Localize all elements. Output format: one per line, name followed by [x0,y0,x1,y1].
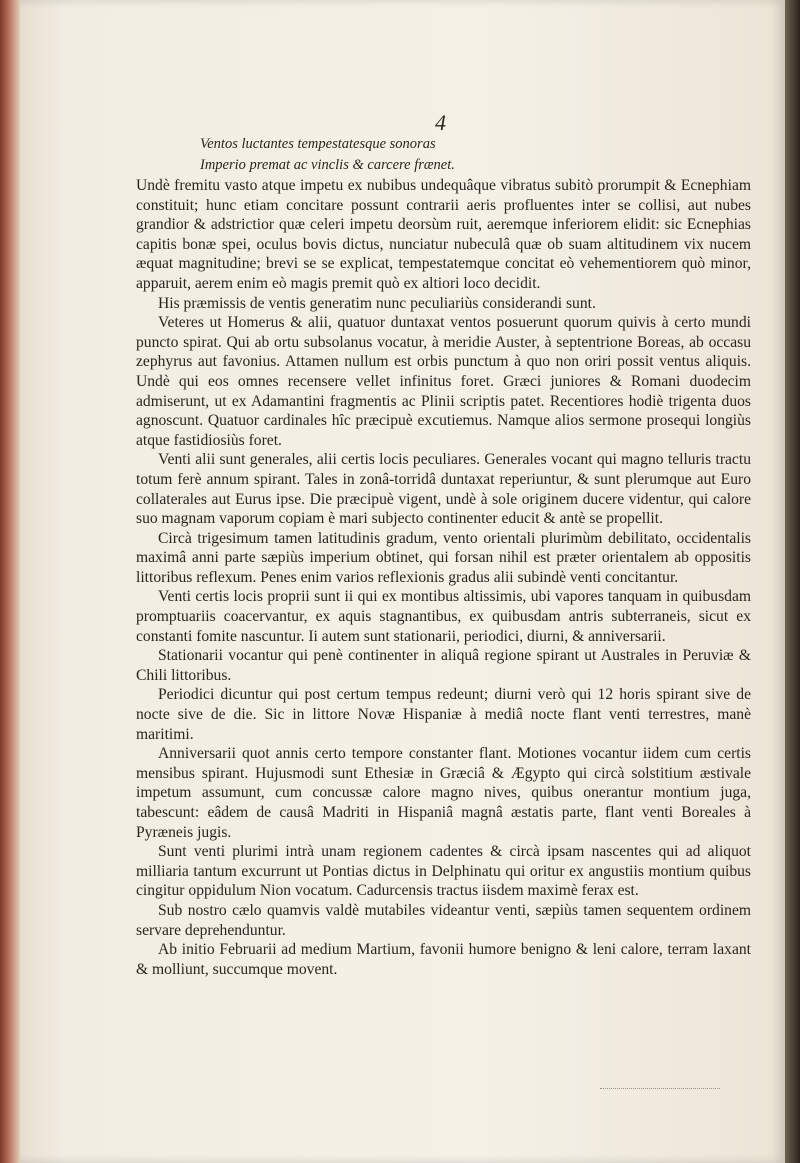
book-left-edge [0,0,20,1163]
paragraph: Venti certis locis proprii sunt ii qui ex montibus altissimis, ubi vapores tanquam in quibusdam promptuariis coacervantur, ex aquis stagnantibus, ex quibusdam antris subterraneis, sicut ex constanti fomite nascuntur. Ii autem sunt stationarii, periodici, diurni, & anniversarii. [136,588,751,645]
paragraph: Stationarii vocantur qui penè continenter in aliquâ regione spirant ut Australes in Peruviæ & Chili littoribus. [136,647,751,684]
paragraph: Sunt venti plurimi intrà unam regionem cadentes & circà ipsam nascentes qui ad aliquot milliaria tantum excurrunt ut Pontias dictus in Delphinatu qui oritur ex angustiis montium quibus cingitur oppidulum Nion vocatum. Cadurcensis tractus iisdem maximè ferax est. [136,843,751,900]
epigraph-line-2: Imperio premat ac vinclis & carcere frænet. [200,157,455,173]
paragraph: Venti alii sunt generales, alii certis locis peculiares. Generales vocant qui magno telluris tractu totum ferè annum spirant. Tales in zonâ-torridâ duntaxat reperiuntur, & sunt plerumque aut Euro collaterales aut Eurus ipse. Die præcipuè vigent, undè à sole originem ducere videntur, qui calore suo magnam vaporum copiam è mari subjecto continenter educit & antè se propellit. [136,451,751,528]
epigraph-line-1: Ventos luctantes tempestatesque sonoras [200,136,436,152]
paragraph: Sub nostro cælo quamvis valdè mutabiles videantur venti, sæpiùs tamen sequentem ordinem servare deprehenduntur. [136,901,751,939]
paragraph: Veteres ut Homerus & alii, quatuor duntaxat ventos posuerunt quorum quivis à certo mundi puncto spirat. Qui ab ortu subsolanus vocatur, à meridie Auster, à septentrione Boreas, ab occasu zephyrus aut favonius. Attamen nullum est orbis punctum à quo non oriri possit ventus aliquis. Undè qui eos omnes recensere vellet infinitus foret. Græci juniores & Romani duodecim admiserunt, ut ex Adamantini fragmentis ac Plinii scriptis patet. Recentiores hodiè trigenta duos agnoscunt. Quatuor cardinales hîc præcipuè excutiemus. Namque alios sermone prosequi longiùs atque fastidiosiùs foret. [136,314,751,449]
paragraph: Undè fremitu vasto atque impetu ex nubibus undequâque vibratus subitò prorumpit & Ecnephiam constituit; hunc etiam concitare possunt contrarii aeris profluentes inter se collisi, aut nubes grandior & adstrictior quæ celeri impetu deorsùm ruit, aeremque inferiorem elidit: sic Ecnephias capitis bonæ spei, oculus bovis dictus, nunciatur nubeculâ quæ ob suam altitudinem vix nucem æquat magnitudine; brevi se se explicat, tempestatemque concitat eò vehementiorem quò minor, apparuit, aerem enim eò magis premit quò ex altiori loco decidit. [136,177,751,292]
paragraph: Anniversarii quot annis certo tempore constanter flant. Motiones vocantur iidem cum certis mensibus spirant. Hujusmodi sunt Ethesiæ in Græciâ & Ægypto qui circà solstitium æstivale impetum assumunt, cum concussæ calore magno nives, quibus onerantur montium juga, tabescunt: eâdem de causâ Madriti in Hispaniâ magnâ æstatis parte, flant venti Boreales à Pyræneis jugis. [136,745,751,841]
paragraph: Ab initio Februarii ad medium Martium, favonii humore benigno & leni calore, terram laxant & molliunt, succumque movent. [136,941,751,978]
page-number: 4 [435,110,446,135]
book-right-edge [785,0,800,1163]
paragraph: His præmissis de ventis generatim nunc peculiariùs considerandi sunt. [158,294,596,312]
footer-rule [600,1088,720,1089]
body-text [136,176,751,979]
paragraph: Circà trigesimum tamen latitudinis gradum, vento orientali plurimùm debilitato, occidentalis maximâ anni parte sæpiùs imperium obtinet, qui forsan nihil est præter orientalem ab oppositis littoribus reflexum. Penes enim varios reflexionis gradus alii subindè venti concitantur. [136,529,751,586]
paragraph: Periodici dicuntur qui post certum tempus redeunt; diurni verò qui 12 horis spirant sive de nocte sive de die. Sic in littore Novæ Hispaniæ à mediâ nocte flant venti terrestres, manè maritimi. [136,686,751,743]
